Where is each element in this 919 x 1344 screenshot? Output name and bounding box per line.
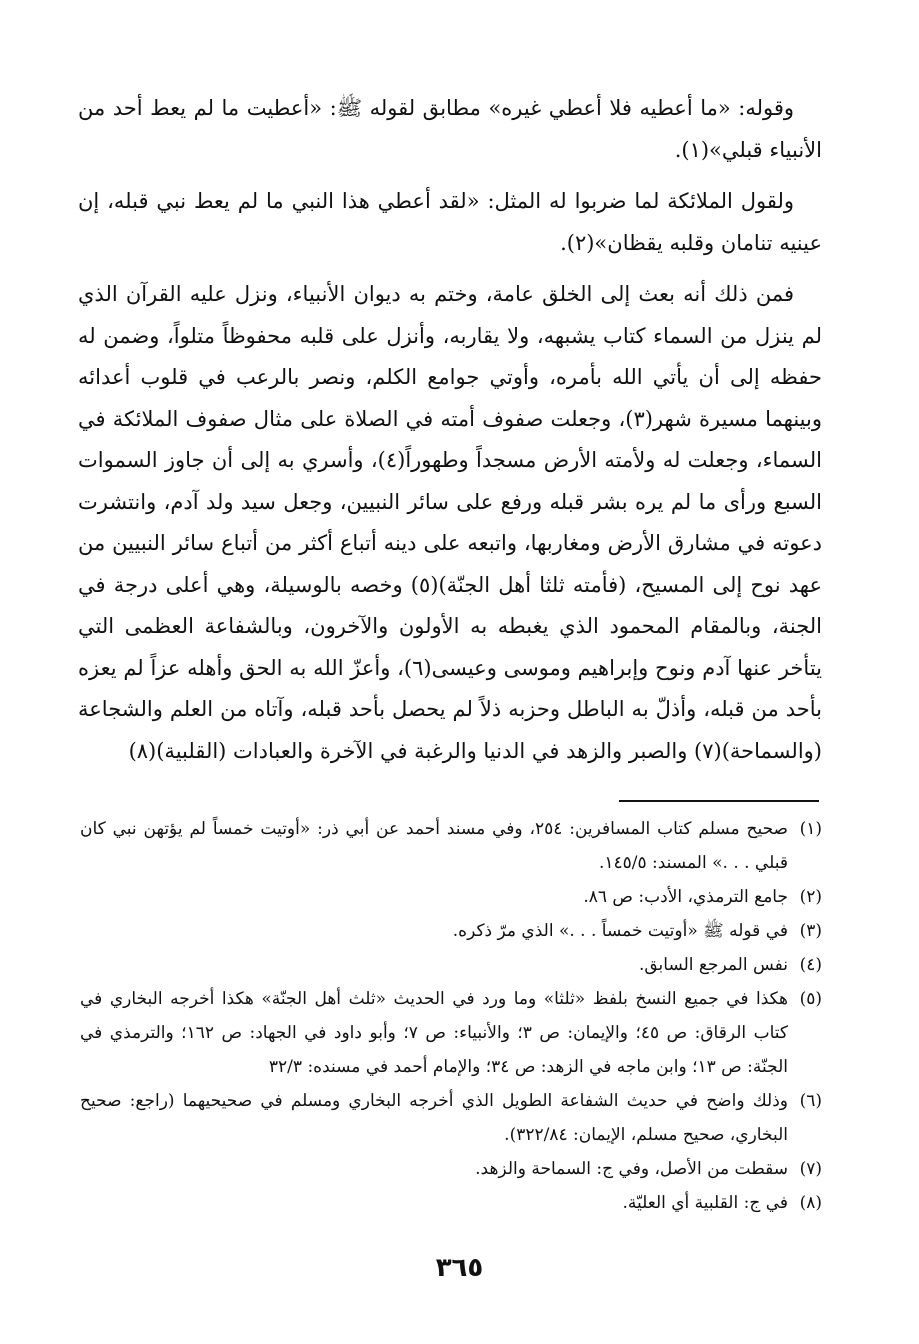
- footnote-text: في قوله ﷺ «أوتيت خمساً . . .» الذي مرّ ذكره.: [452, 921, 788, 941]
- footnote-text: صحيح مسلم كتاب المسافرين: ٢٥٤، وفي مسند أحمد عن أبي ذر: «أوتيت خمساً لم يؤتهن نبي كان قبلي . . .» المسند: ١٤٥/٥.: [80, 819, 788, 873]
- footnote-number: (٢): [799, 887, 822, 907]
- footnote-text: وذلك واضح في حديث الشفاعة الطويل الذي أخرجه البخاري ومسلم في صحيحيهما (راجع: صحيح البخاري، صحيح مسلم، الإيمان: ٣٢٢/٨٤).: [80, 1091, 788, 1145]
- footnote-item: [80, 982, 822, 1084]
- page-number: ٣٦٥: [435, 1253, 484, 1283]
- footnote-text: هكذا في جميع النسخ بلفظ «ثلثا» وما ورد في الحديث «ثلث أهل الجنّة» هكذا أخرجه البخاري في كتاب الرقاق: ص ٤٥؛ والإيمان: ص ٣؛ والأنبياء: ص ٧؛ وأبو داود في الجهاد: ص ١٦٢؛ والترمذي في الجنّة: ص ١٣؛ وابن ماجه في الزهد: ص ٣٤؛ والإمام أحمد في مسنده: ٣٢/٣: [80, 989, 788, 1077]
- footnote-number: (٣): [799, 921, 822, 941]
- paragraph-2: ولقول الملائكة لما ضربوا له المثل: «لقد أعطي هذا النبي ما لم يعط نبي قبله، إن عينيه تنامان وقلبه يقظان»(٢).: [78, 189, 822, 255]
- footnote-number: (٨): [799, 1193, 822, 1213]
- footnote-number: (١): [799, 819, 822, 839]
- footnote-text: في ج: القلبية أي العليّة.: [622, 1193, 788, 1213]
- footnote-item: [80, 1152, 822, 1186]
- footnote-item: [80, 1186, 822, 1220]
- footnote-item: [80, 880, 822, 914]
- main-text: [78, 88, 822, 782]
- footnotes: [80, 812, 822, 1220]
- footnote-number: (٦): [799, 1091, 822, 1111]
- footnote-number: (٥): [799, 989, 822, 1009]
- footnote-text: نفس المرجع السابق.: [638, 955, 788, 975]
- paragraph-3: فمن ذلك أنه بعث إلى الخلق عامة، وختم به ديوان الأنبياء، ونزل عليه القرآن الذي لم ينزل من السماء كتاب يشبهه، ولا يقاربه، وأنزل على قلبه محفوظاً متلواً، وضمن له حفظه إلى أن يأتي الله بأمره، وأوتي جوامع الكلم، ونصر بالرعب في قلوب أعدائه وبينهما مسيرة شهر(٣)، وجعلت صفوف أمته في الصلاة على مثال صفوف الملائكة في السماء، وجعلت له ولأمته الأرض مسجداً وطهوراً(٤)، وأسري به إلى أن جاوز السموات السبع ورأى ما لم يره بشر قبله ورفع على سائر النبيين، وجعل سيد ولد آدم، وانتشرت دعوته في مشارق الأرض ومغاربها، واتبعه على دينه أتباع أكثر من أتباع سائر النبيين من عهد نوح إلى المسيح، (فأمته ثلثا أهل الجنّة)(٥) وخصه بالوسيلة، وهي أعلى درجة في الجنة، وبالمقام المحمود الذي يغبطه به الأولون والآخرون، وبالشفاعة العظمى التي يتأخر عنها آدم ونوح وإبراهيم وموسى وعيسى(٦)، وأعزّ الله به الحق وأهله عزاً لم يعزه بأحد من قبله، وأذلّ به الباطل وحزبه ذلاً لم يحصل بأحد قبله، وآتاه من العلم والشجاعة (والسماحة)(٧) والصبر والزهد في الدنيا والرغبة في الآخرة والعبادات (القلبية)(٨): [78, 282, 823, 763]
- footnote-divider: [619, 800, 819, 802]
- footnote-text: سقطت من الأصل، وفي ج: السماحة والزهد.: [475, 1159, 788, 1179]
- paragraph-1: وقوله: «ما أعطيه فلا أعطي غيره» مطابق لقوله ﷺ: «أعطيت ما لم يعط أحد من الأنبياء قبلي»(١).: [78, 96, 822, 162]
- footnote-item: [80, 914, 822, 948]
- footnote-number: (٧): [799, 1159, 822, 1179]
- footnote-number: (٤): [799, 955, 822, 975]
- footnote-text: جامع الترمذي، الأدب: ص ٨٦.: [583, 887, 788, 907]
- footnote-item: [80, 1084, 822, 1152]
- footnote-item: [80, 812, 822, 880]
- footnote-item: [80, 948, 822, 982]
